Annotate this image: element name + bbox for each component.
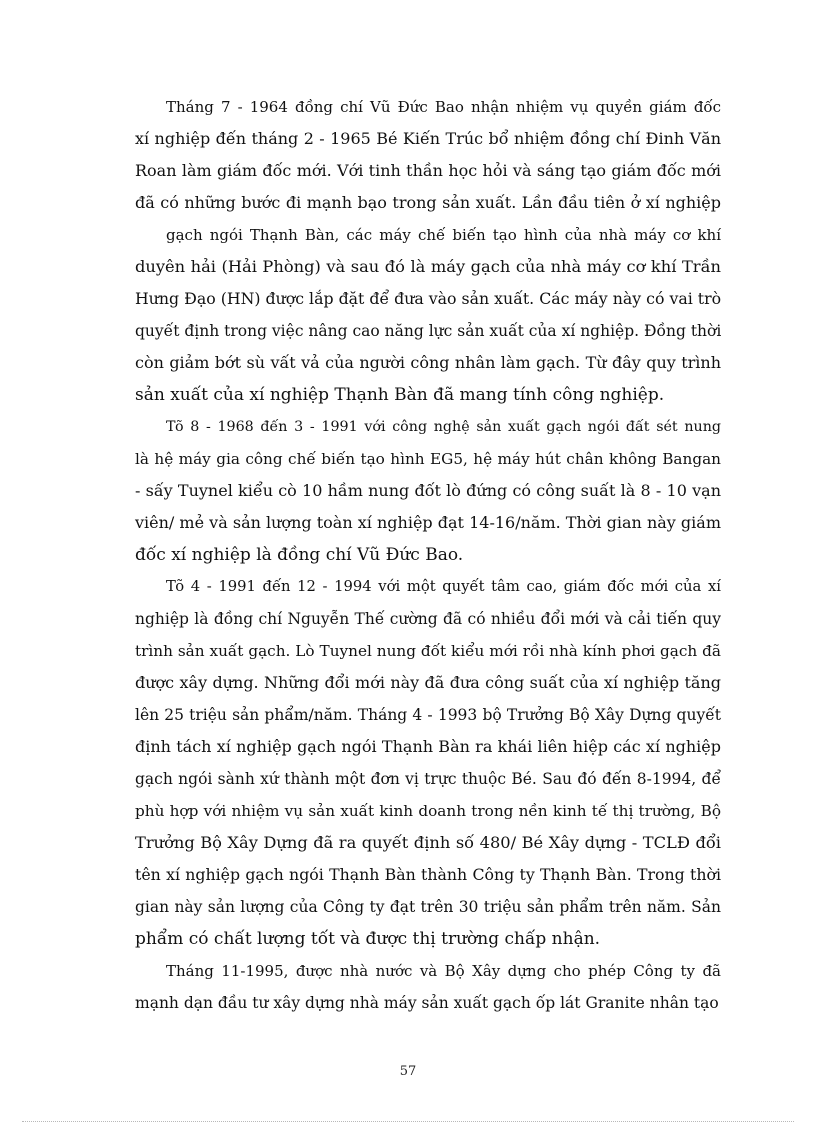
paragraph-5 <box>135 955 721 1019</box>
text-line: Tõ 4 - 1991 đến 12 - 1994 với một quyết tâm cao, giám đốc mới của xí <box>166 578 721 595</box>
text-line: gạch ngói sành xứ thành một đơn vị trực thuộc Bé. Sau đó đến 8-1994, để <box>135 770 721 788</box>
text-line: Tõ 8 - 1968 đến 3 - 1991 với công nghệ sản xuất gạch ngói đất sét nung <box>166 419 721 435</box>
text-line: đã có những bước đi mạnh bạo trong sản xuất. Lần đầu tiên ở xí nghiệp <box>135 193 721 212</box>
text-line: Trưởng Bộ Xây Dựng đã ra quyết định số 480/ Bé Xây dựng - TCLĐ đổi <box>135 833 721 852</box>
text-line: Roan làm giám đốc mới. Với tinh thần học hỏi và sáng tạo giám đốc mới <box>135 161 721 180</box>
text-line: Tháng 11-1995, được nhà nước và Bộ Xây dựng cho phép Công ty đã <box>166 962 721 980</box>
text-line: được xây dựng. Những đổi mới này đã đưa công suất của xí nghiệp tăng <box>135 673 721 692</box>
text-line: là hệ máy gia công chế biến tạo hình EG5, hệ máy hút chân không Bangan <box>135 450 721 468</box>
paragraph-2 <box>135 219 721 411</box>
text-line: lên 25 triệu sản phẩm/năm. Tháng 4 - 1993 bộ Trưởng Bộ Xây Dựng quyết <box>135 706 721 724</box>
text-line: phẩm có chất lượng tốt và được thị trường chấp nhận. <box>135 929 601 949</box>
document-body <box>135 91 721 1019</box>
page-bottom-divider <box>22 1121 794 1122</box>
page-number: 57 <box>399 1064 417 1079</box>
text-line: còn giảm bớt sù vất vả của người công nhân làm gạch. Từ đây quy trình <box>135 353 721 372</box>
text-line: nghiệp là đồng chí Nguyễn Thế cường đã có nhiều đổi mới và cải tiến quy <box>135 610 721 628</box>
paragraph-4 <box>135 571 721 955</box>
text-line: gạch ngói Thạnh Bàn, các máy chế biến tạo hình của nhà máy cơ khí <box>166 226 721 244</box>
text-line: duyên hải (Hải Phòng) và sau đó là máy gạch của nhà máy cơ khí Trần <box>135 257 721 276</box>
paragraph-3 <box>135 411 721 571</box>
text-line: gian này sản lượng của Công ty đạt trên 30 triệu sản phẩm trên năm. Sản <box>135 898 721 916</box>
paragraph-1 <box>135 91 721 219</box>
text-line: xí nghiệp đến tháng 2 - 1965 Bé Kiến Trúc bổ nhiệm đồng chí Đinh Văn <box>135 129 721 148</box>
text-line: quyết định trong việc nâng cao năng lực sản xuất của xí nghiệp. Đồng thời <box>135 322 722 340</box>
text-line: viên/ mẻ và sản lượng toàn xí nghiệp đạt 14-16/năm. Thời gian này giám <box>135 513 721 532</box>
text-line: trình sản xuất gạch. Lò Tuynel nung đốt kiểu mới rồi nhà kính phơi gạch đã <box>135 642 721 660</box>
text-line: - sấy Tuynel kiểu cò 10 hầm nung đốt lò đứng có công suất là 8 - 10 vạn <box>135 481 721 500</box>
text-line: mạnh dạn đầu tư xây dựng nhà máy sản xuất gạch ốp lát Granite nhân tạo <box>135 994 719 1012</box>
text-line: Tháng 7 - 1964 đồng chí Vũ Đức Bao nhận nhiệm vụ quyền giám đốc <box>166 98 721 116</box>
text-line: đốc xí nghiệp là đồng chí Vũ Đức Bao. <box>135 545 464 565</box>
text-line: phù hợp với nhiệm vụ sản xuất kinh doanh trong nền kinh tế thị trường, Bộ <box>135 802 721 820</box>
text-line: định tách xí nghiệp gạch ngói Thạnh Bàn ra khái liên hiệp các xí nghiệp <box>135 737 721 756</box>
text-line: tên xí nghiệp gạch ngói Thạnh Bàn thành Công ty Thạnh Bàn. Trong thời <box>135 865 721 884</box>
text-line: sản xuất của xí nghiệp Thạnh Bàn đã mang tính công nghiệp. <box>135 385 665 405</box>
text-line: Hưng Đạo (HN) được lắp đặt để đưa vào sản xuất. Các máy này có vai trò <box>135 289 722 308</box>
